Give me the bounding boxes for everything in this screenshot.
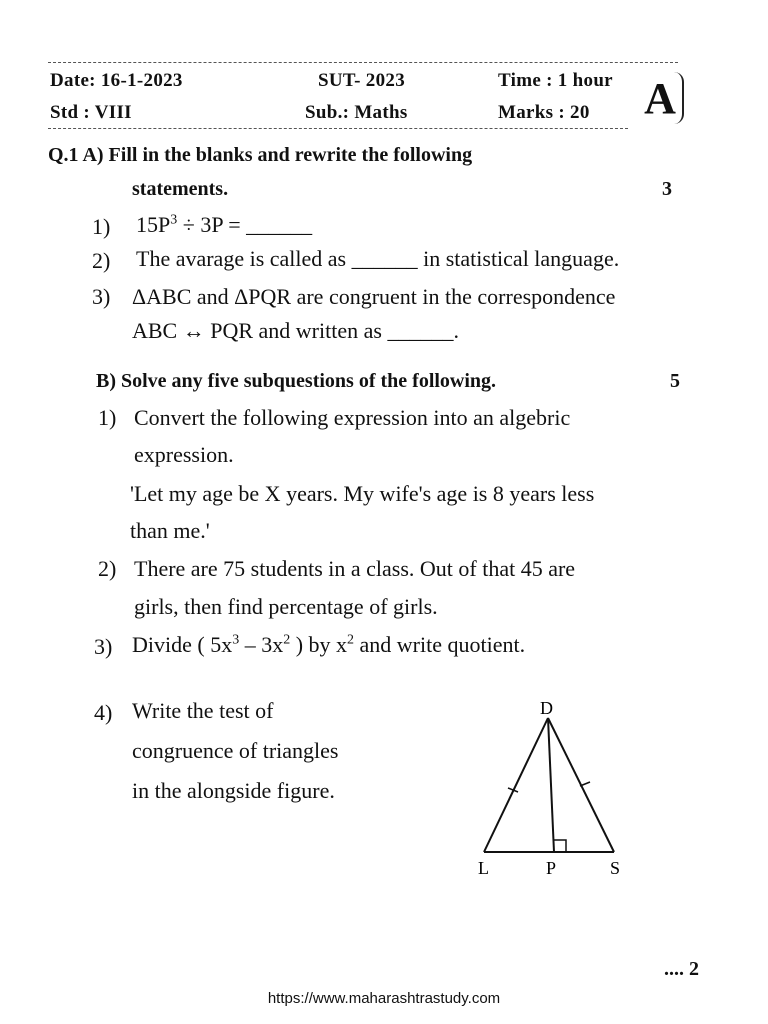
q1a-marks: 3 [662,178,672,200]
q1b-item-3-p1: Divide ( 5x [132,632,233,657]
footer-url: https://www.maharashtrastudy.com [267,990,501,1007]
q1a-item-1-base: 15P [136,212,171,237]
q1b-item-1-number: 1) [98,405,117,430]
segment-dp [548,718,554,852]
q1b-item-4-line3: in the alongside figure. [132,778,335,803]
q1b-item-3-e1: 3 [232,632,240,648]
q1b-item-4-line2: congruence of triangles [132,738,339,763]
vertex-label-d: D [540,698,553,718]
q1b-item-3-p2: – 3x [239,632,284,657]
vertex-label-s: S [610,858,621,878]
q1b-item-1-line4: than me.' [130,518,210,543]
q1a-item-3-line2: ABC ↔ PQR and written as ______. [132,318,459,343]
set-bracket [672,72,684,124]
vertex-label-p: P [546,858,557,878]
side-dl [484,718,548,852]
q1b-item-2-line1: There are 75 students in a class. Out of that 45 are [134,556,576,581]
q1a-item-1-exp: 3 [170,212,178,228]
q1a-title-line2: statements. [132,178,229,200]
exam-std: Std : VIII [50,102,132,123]
q1b-item-4-number: 4) [94,700,113,725]
q1a-item-1 [136,212,312,238]
q1b-item-3-e2: 2 [283,632,291,648]
q1b-item-4-line1: Write the test of [132,698,274,723]
q1b-item-3-p3: ) by x [290,632,348,657]
q1a-item-1-rest: ÷ 3P = ______ [177,212,313,237]
q1b-item-2-number: 2) [98,556,117,581]
q1b-marks: 5 [670,370,680,392]
q1b-item-3-number: 3) [94,634,113,659]
q1b-item-3-e3: 2 [347,632,355,648]
right-angle-mark [554,840,566,852]
q1b-item-1-line1: Convert the following expression into an algebric [134,405,571,430]
exam-subject: Sub.: Maths [305,102,408,123]
q1a-item-3-number: 3) [92,284,111,309]
q1b-item-3 [132,632,525,658]
exam-date: Date: 16-1-2023 [50,70,183,91]
q1b-item-1-line2: expression. [134,442,234,467]
q1a-title-line1: Q.1 A) Fill in the blanks and rewrite the following [48,144,473,166]
exam-marks: Marks : 20 [498,102,590,123]
q1a-item-2-text: The avarage is called as ______ in statistical language. [136,246,620,271]
next-page-indicator: .... 2 [664,958,699,980]
vertex-label-l: L [478,858,489,878]
exam-name: SUT- 2023 [318,70,405,91]
q1b-item-1-line3: 'Let my age be X years. My wife's age is 8 years less [130,481,595,506]
header-bottom-rule [48,128,628,129]
q1b-item-3-p4: and write quotient. [354,632,526,657]
paper-set-label: A [644,74,676,123]
q1a-item-3-line1: ΔABC and ΔPQR are congruent in the correspondence [132,284,616,309]
triangle-figure [460,690,640,890]
exam-time: Time : 1 hour [498,70,613,91]
q1b-item-2-line2: girls, then find percentage of girls. [134,594,438,619]
q1a-item-2-number: 2) [92,248,111,273]
header-top-rule [48,62,678,63]
q1a-item-1-number: 1) [92,214,111,239]
q1b-title: B) Solve any five subquestions of the following. [96,370,497,392]
